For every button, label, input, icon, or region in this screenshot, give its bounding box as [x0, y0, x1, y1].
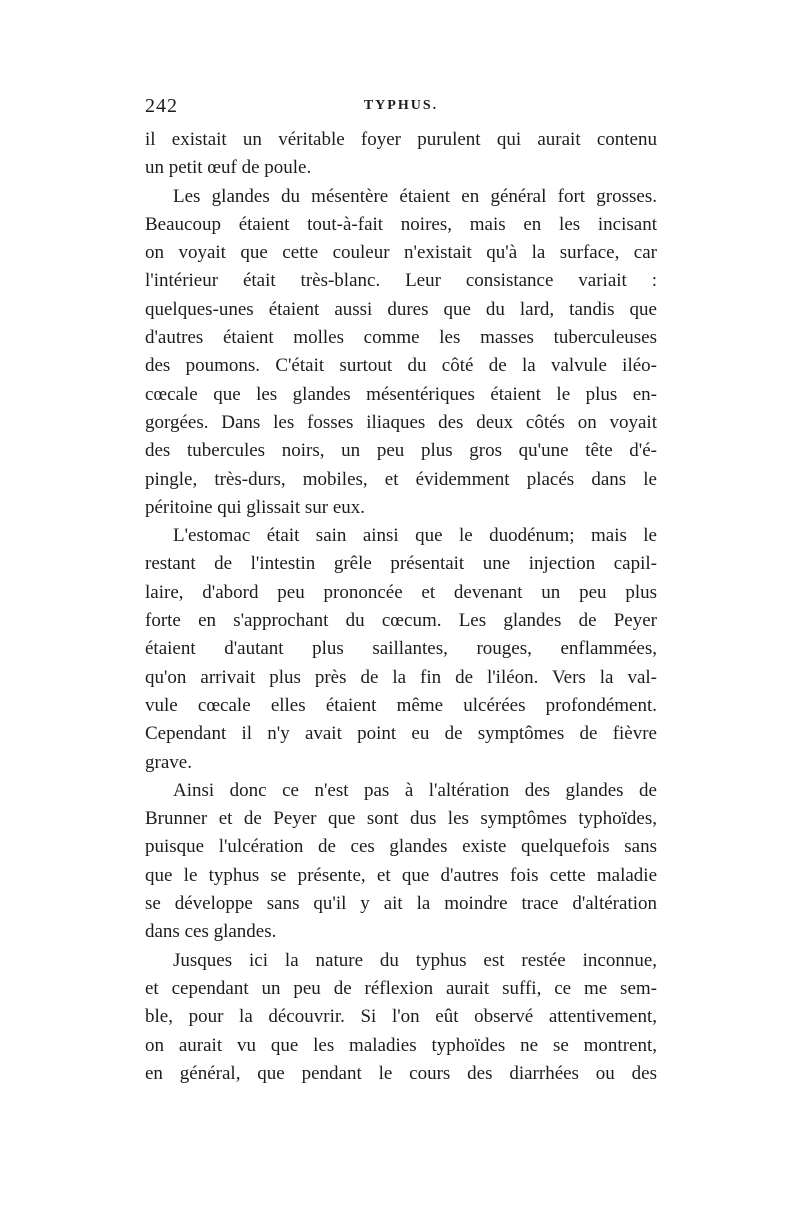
text-line: l'intérieur était très-blanc. Leur consistance variait :	[145, 270, 657, 292]
text-line: Brunner et de Peyer que sont dus les symptômes typhoïdes,	[145, 808, 657, 830]
text-line: un petit œuf de poule.	[145, 157, 312, 179]
text-line: que le typhus se présente, et que d'autres fois cette maladie	[145, 864, 657, 886]
text-line: il existait un véritable foyer purulent qui aurait contenu	[145, 129, 657, 150]
text-line: grave.	[145, 751, 192, 773]
text-line: restant de l'intestin grêle présentait une injection capil-	[145, 553, 657, 575]
running-title: TYPHUS.	[363, 98, 439, 113]
text-line: qu'on arrivait plus près de la fin de l'iléon. Vers la val-	[145, 666, 657, 688]
text-line: laire, d'abord peu prononcée et devenant un peu plus	[145, 581, 657, 603]
text-line: et cependant un peu de réflexion aurait suffi, ce me sem-	[145, 977, 657, 999]
text-line: étaient d'autant plus saillantes, rouges, enflammées,	[145, 638, 657, 660]
text-line: Ainsi donc ce n'est pas à l'altération des glandes de	[173, 779, 657, 801]
text-line: des poumons. C'était surtout du côté de la valvule iléo-	[145, 355, 657, 377]
text-line: on voyait que cette couleur n'existait qu'à la surface, car	[145, 242, 657, 264]
text-line: Beaucoup étaient tout-à-fait noires, mais en les incisant	[145, 213, 657, 235]
text-line: se développe sans qu'il y ait la moindre trace d'altération	[145, 893, 657, 915]
text-line: en général, que pendant le cours des diarrhées ou des	[145, 1062, 657, 1084]
text-line: on aurait vu que les maladies typhoïdes ne se montrent,	[145, 1034, 657, 1056]
text-line: Cependant il n'y avait point eu de symptômes de fièvre	[145, 723, 657, 745]
body-text	[145, 126, 657, 1088]
text-line: péritoine qui glissait sur eux.	[145, 496, 366, 518]
text-line: dans ces glandes.	[145, 921, 277, 943]
text-line: forte en s'approchant du cœcum. Les glandes de Peyer	[145, 610, 657, 632]
running-head	[145, 95, 657, 125]
text-line: pingle, très-durs, mobiles, et évidemment placés dans le	[145, 468, 657, 490]
text-line: ble, pour la découvrir. Si l'on eût observé attentivement,	[145, 1006, 657, 1028]
text-line: gorgées. Dans les fosses iliaques des deux côtés on voyait	[145, 411, 657, 433]
page-number: 242	[145, 95, 178, 117]
text-line: cœcale que les glandes mésentériques étaient le plus en-	[145, 383, 657, 405]
text-line: puisque l'ulcération de ces glandes existe quelquefois sans	[145, 836, 657, 858]
text-line: d'autres étaient molles comme les masses tuberculeuses	[145, 327, 657, 349]
text-line: quelques-unes étaient aussi dures que du lard, tandis que	[145, 298, 657, 320]
text-line: L'estomac était sain ainsi que le duodénum; mais le	[173, 525, 657, 547]
text-line: Les glandes du mésentère étaient en général fort grosses.	[173, 185, 657, 207]
text-line: vule cœcale elles étaient même ulcérées profondément.	[145, 694, 657, 716]
text-line: Jusques ici la nature du typhus est restée inconnue,	[173, 949, 657, 971]
text-line: des tubercules noirs, un peu plus gros qu'une tête d'é-	[145, 440, 657, 462]
